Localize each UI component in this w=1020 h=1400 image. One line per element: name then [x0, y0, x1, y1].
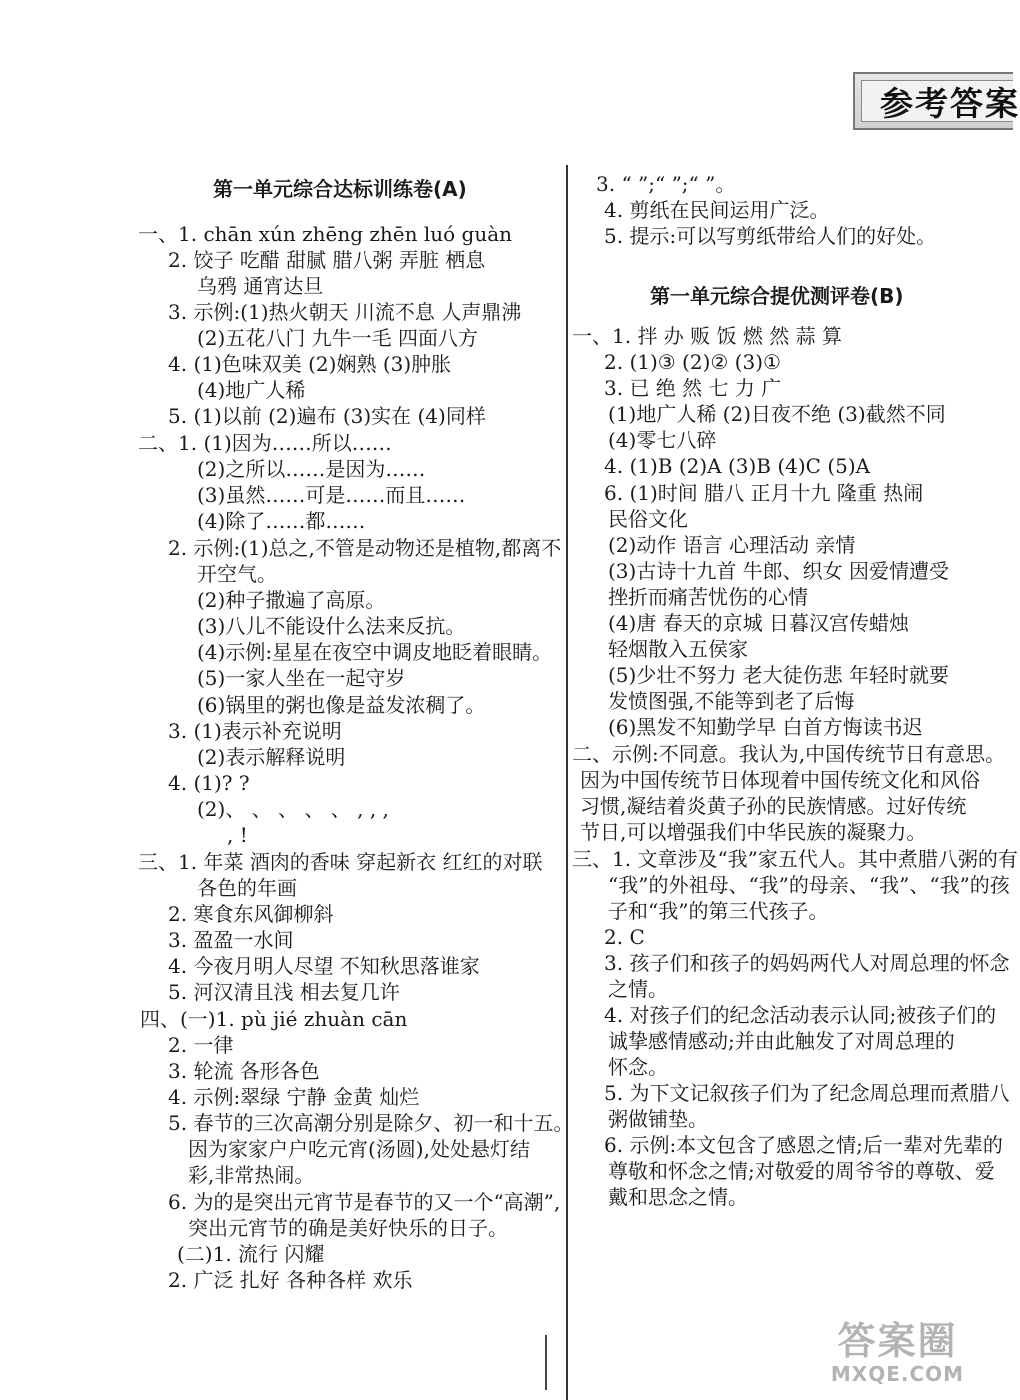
answer-line: 发愤图强,不能等到老了后悔 [608, 689, 855, 713]
answer-line: 挫折而痛苦忧伤的心情 [608, 585, 808, 609]
answer-line-continued: 5. 提示:可以写剪纸带给人们的好处。 [604, 224, 937, 248]
answer-line: 2. 广泛 扎好 各种各样 欢乐 [168, 1268, 413, 1292]
answer-line: 4. (1)色味双美 (2)娴熟 (3)肿胀 [168, 352, 452, 376]
answer-line: 2. (1)③ (2)② (3)① [604, 350, 781, 374]
answer-line: (6)黑发不知勤学早 白首方悔读书迟 [608, 715, 923, 739]
answer-line: 戴和思念之情。 [608, 1185, 748, 1209]
answer-line: 乌鸦 通宵达旦 [197, 274, 324, 298]
answer-line: (1)地广人稀 (2)日夜不绝 (3)截然不同 [608, 402, 946, 426]
answer-line: 5. 春节的三次高潮分别是除夕、初一和十五。 [168, 1111, 574, 1135]
answer-line: 5. 河汉清且浅 相去复几许 [168, 980, 400, 1004]
answer-line: 4. (1)? ? [168, 771, 250, 795]
answer-key-banner [853, 72, 1020, 130]
answer-line: (2)动作 语言 心理活动 亲情 [608, 533, 856, 557]
answer-line: , ! [227, 823, 248, 847]
answer-line: (4)地广人稀 [197, 378, 306, 402]
right-section-title: 第一单元综合提优测评卷(B) [650, 284, 904, 308]
answer-line: 二、1. (1)因为……所以…… [138, 431, 392, 455]
answer-line: 6. 为的是突出元宵节是春节的又一个“高潮”, [168, 1190, 561, 1214]
answer-line: 子和“我”的第三代孩子。 [608, 899, 829, 923]
watermark-url: MXQE.COM [830, 1362, 965, 1386]
answer-line: 突出元宵节的确是美好快乐的日子。 [188, 1216, 508, 1240]
answer-line: (6)锅里的粥也像是益发浓稠了。 [197, 693, 486, 717]
answer-line: “我”的外祖母、“我”的母亲、“我”、“我”的孩 [608, 873, 1010, 897]
answer-line: 2. 示例:(1)总之,不管是动物还是植物,都离不 [168, 536, 562, 560]
answer-line: 2. 饺子 吃醋 甜腻 腊八粥 弄脏 栖息 [168, 248, 486, 272]
answer-line: 5. (1)以前 (2)遍布 (3)实在 (4)同样 [168, 404, 486, 428]
answer-line: 4. 今夜月明人尽望 不知秋思落谁家 [168, 954, 480, 978]
answer-line: 三、1. 文章涉及“我”家五代人。其中煮腊八粥的有 [572, 847, 1018, 871]
answer-line: 彩,非常热闹。 [188, 1163, 315, 1187]
answer-key-banner-text: 参考答案 [880, 83, 1020, 123]
left-section-title: 第一单元综合达标训练卷(A) [213, 177, 467, 201]
answer-line: (2)表示解释说明 [197, 745, 346, 769]
answer-line-continued: 3. “ ”;“ ”;“ ”。 [596, 172, 736, 196]
answer-line: (4)零七八碎 [608, 428, 717, 452]
answer-line: 3. 示例:(1)热火朝天 川流不息 人声鼎沸 [168, 300, 522, 324]
answer-line: (5)一家人坐在一起守岁 [197, 666, 406, 690]
answer-line: (4)示例:星星在夜空中调皮地眨着眼睛。 [197, 640, 553, 664]
watermark [800, 1320, 995, 1390]
answer-line: 因为家家户户吃元宵(汤圆),处处悬灯结 [188, 1137, 530, 1161]
answer-line: 一、1. 拌 办 贩 饭 燃 然 蒜 算 [572, 324, 842, 348]
answer-line: 习惯,凝结着炎黄子孙的民族情感。过好传统 [580, 794, 967, 818]
answer-line: 二、示例:不同意。我认为,中国传统节日有意思。 [572, 742, 1006, 766]
answer-line: 4. (1)B (2)A (3)B (4)C (5)A [604, 454, 871, 478]
answer-line: 3. 已 绝 然 七 力 广 [604, 376, 782, 400]
answer-line: 轻烟散入五侯家 [608, 637, 748, 661]
answer-line: 一、1. chān xún zhēng zhēn luó guàn [138, 222, 513, 246]
answer-line: (3)八儿不能设什么法来反抗。 [197, 614, 466, 638]
page-bottom-mark [545, 1335, 547, 1390]
answer-line-continued: 4. 剪纸在民间运用广泛。 [604, 198, 830, 222]
answer-line: 开空气。 [197, 562, 277, 586]
answer-line: (5)少壮不努力 老大徒伤悲 年轻时就要 [608, 663, 950, 687]
answer-line: 5. 为下文记叙孩子们为了纪念周总理而煮腊八 [604, 1081, 1010, 1105]
answer-line: 尊敬和怀念之情;对敬爱的周爷爷的尊敬、爱 [608, 1159, 995, 1183]
answer-line: 三、1. 年菜 酒肉的香味 穿起新衣 红红的对联 [138, 850, 543, 874]
answer-line: 节日,可以增强我们中华民族的凝聚力。 [580, 820, 927, 844]
answer-line: 各色的年画 [197, 876, 297, 900]
answer-line: 因为中国传统节日体现着中国传统文化和风俗 [580, 768, 980, 792]
answer-line: 3. 盈盈一水间 [168, 928, 294, 952]
answer-line: 4. 对孩子们的纪念活动表示认同;被孩子们的 [604, 1003, 997, 1027]
answer-line: 2. 寒食东风御柳斜 [168, 902, 334, 926]
answer-line: 3. (1)表示补充说明 [168, 719, 342, 743]
answer-line: 2. C [604, 925, 645, 949]
column-divider [566, 165, 568, 1400]
answer-line: 6. 示例:本文包含了感恩之情;后一辈对先辈的 [604, 1133, 1003, 1157]
answer-line: (2)、 、 、 、 、 , , , [197, 797, 389, 821]
answer-line: (2)之所以……是因为…… [197, 457, 426, 481]
answer-line: 民俗文化 [608, 507, 688, 531]
answer-line: (4)除了……都…… [197, 509, 366, 533]
answer-line: (2)五花八门 九牛一毛 四面八方 [197, 326, 479, 350]
answer-line: 4. 示例:翠绿 宁静 金黄 灿烂 [168, 1085, 420, 1109]
answer-line: 诚挚感情感动;并由此触发了对周总理的 [608, 1029, 955, 1053]
answer-key-banner-inner [861, 80, 1020, 123]
watermark-logo: 答案圈 [837, 1319, 958, 1363]
answer-line: 之情。 [608, 977, 668, 1001]
answer-line: 四、(一)1. pù jié zhuàn cān [140, 1007, 408, 1031]
answer-line: (二)1. 流行 闪耀 [177, 1242, 325, 1266]
answer-line: 怀念。 [608, 1055, 668, 1079]
answer-line: 2. 一律 [168, 1033, 234, 1057]
answer-line: 粥做铺垫。 [608, 1107, 708, 1131]
answer-line: 6. (1)时间 腊八 正月十九 隆重 热闹 [604, 481, 924, 505]
answer-line: 3. 孩子们和孩子的妈妈两代人对周总理的怀念 [604, 951, 1010, 975]
answer-line: (3)虽然……可是……而且…… [197, 483, 466, 507]
answer-line: (3)古诗十九首 牛郎、织女 因爱情遭受 [608, 559, 950, 583]
answer-line: (2)种子撒遍了高原。 [197, 588, 386, 612]
answer-line: 3. 轮流 各形各色 [168, 1059, 320, 1083]
answer-line: (4)唐 春天的京城 日暮汉宫传蜡烛 [608, 611, 910, 635]
